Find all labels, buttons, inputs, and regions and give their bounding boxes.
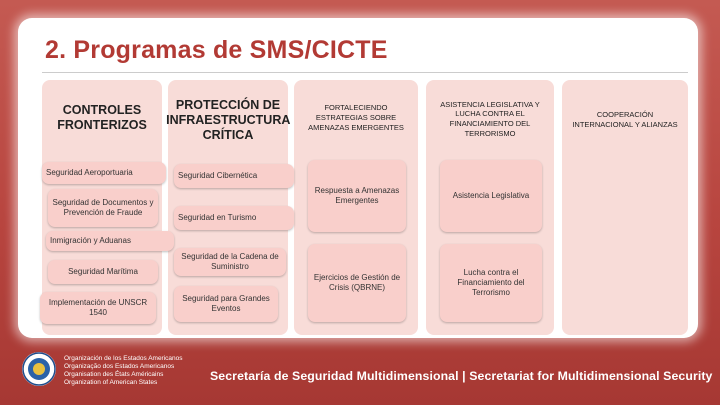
program-box: Seguridad en Turismo [174, 206, 294, 230]
program-box: Seguridad para Grandes Eventos [174, 286, 278, 322]
oas-name-block [64, 355, 183, 387]
oas-name-es: Organización de los Estados Americanos [64, 355, 183, 362]
oas-name-en: Organization of American States [64, 379, 158, 386]
program-box: Seguridad Marítima [48, 260, 158, 284]
column-header-infraestructura: PROTECCIÓN DE INFRAESTRUCTURA CRÍTICA [166, 97, 291, 142]
program-box: Asistencia Legislativa [440, 160, 542, 232]
title-divider [42, 72, 688, 73]
column-header-controles: CONTROLES FRONTERIZOS [57, 103, 147, 132]
program-box: Lucha contra el Financiamiento del Terrorismo [440, 244, 542, 322]
program-box: Ejercicios de Gestión de Crisis (QBRNE) [308, 244, 406, 322]
oas-seal-icon [22, 352, 56, 386]
oas-name-pt: Organização dos Estados Americanos [64, 363, 175, 370]
program-box: Seguridad de Documentos y Prevención de Fraude [48, 189, 158, 227]
program-box: Seguridad Cibernética [174, 164, 294, 188]
program-box: Respuesta a Amenazas Emergentes [308, 160, 406, 232]
column-header-asistencia: ASISTENCIA LEGISLATIVA Y LUCHA CONTRA EL FINANCIAMIENTO DEL TERRORISMO [440, 99, 540, 138]
program-box: Implementación de UNSCR 1540 [40, 292, 156, 324]
slide-title: 2. Programas de SMS/CICTE [45, 36, 388, 64]
program-box: Inmigración y Aduanas [46, 231, 174, 251]
column-header-cooperacion: COOPERACIÓN INTERNACIONAL Y ALIANZAS [572, 110, 678, 129]
column-header-amenazas: FORTALECIENDO ESTRATEGIAS SOBRE AMENAZAS EMERGENTES [308, 103, 404, 132]
program-box: Seguridad de la Cadena de Suministro [174, 248, 286, 276]
program-box: Seguridad Aeroportuaria [42, 162, 166, 184]
oas-name-fr: Organisation des États Américains [64, 371, 164, 378]
secretariat-name: Secretaría de Seguridad Multidimensional | Secretariat for Multidimensional Security [210, 369, 713, 383]
